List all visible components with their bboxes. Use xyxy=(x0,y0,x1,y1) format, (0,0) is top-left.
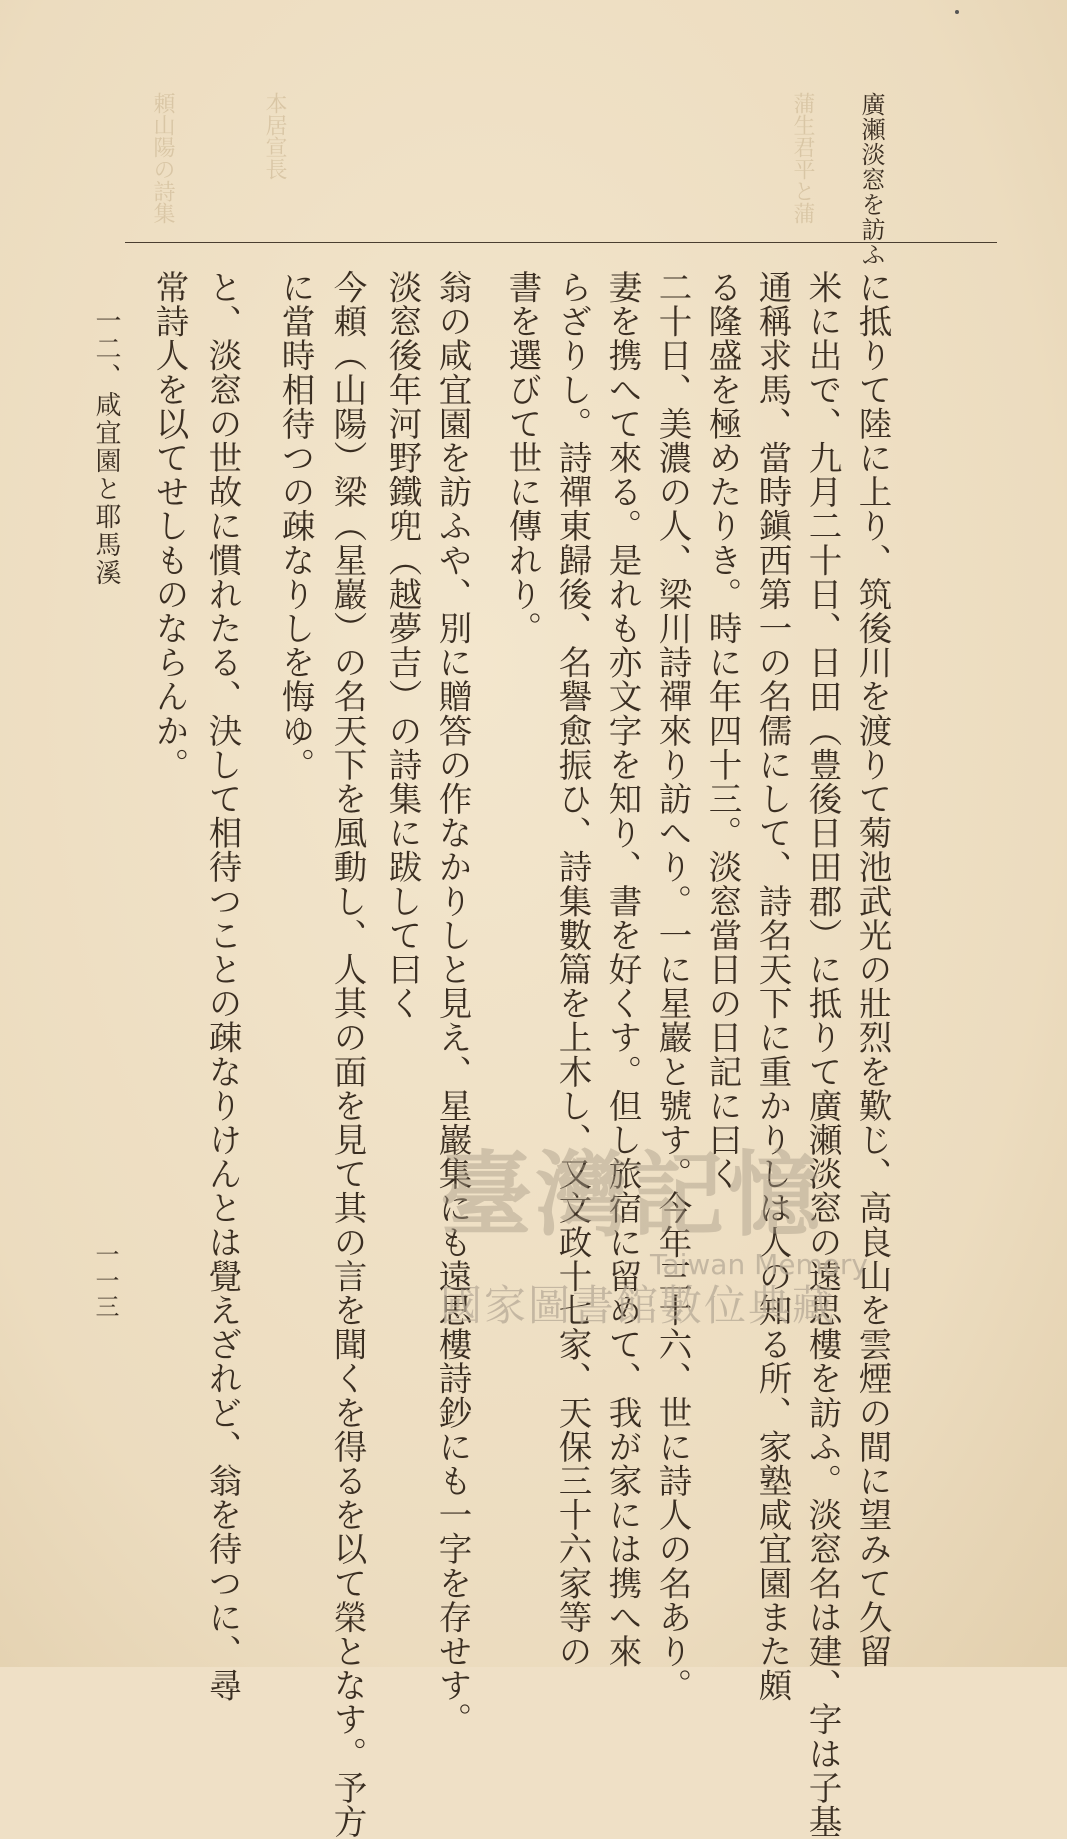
page-number: 一一三 xyxy=(91,1242,119,1320)
watermark xyxy=(440,1140,980,1332)
ghost-title-3: 頼山陽の詩集 xyxy=(150,92,175,224)
body-line-10: 淡窓後年河野鐵兜（越夢吉）の詩集に跋して曰く xyxy=(383,270,422,1021)
ink-speck xyxy=(955,10,959,14)
ghost-title-1: 蒲生君平と蒲 xyxy=(790,92,815,224)
watermark-english: Taiwan Memory xyxy=(650,1248,868,1281)
watermark-logo: 臺灣記憶 xyxy=(440,1141,825,1249)
body-line-5: 二十日、美濃の人、梁川詩禪來り訪へり。一に星巖と號す。今年三十六、世に詩人の名あり。 xyxy=(653,270,692,1703)
running-title: 廣瀬淡窓を訪ふ xyxy=(857,92,885,267)
body-line-13: と、淡窓の世故に慣れたる、決して相待つことの疎なりけんとは覺えざれど、翁を待つに、尋 xyxy=(203,270,242,1703)
body-line-2: 米に出で、九月二十日、日田（豊後日田郡）に抵りて廣瀬淡窓の遠思樓を訪ふ。淡窓名は建、字は子基 xyxy=(803,270,842,1839)
body-line-4: る隆盛を極めたりき。時に年四十三。淡窓當日の日記に曰く xyxy=(703,270,742,1191)
body-line-9: 翁の咸宜園を訪ふや、別に贈答の作なかりしと見え、星巖集にも遠思樓詩鈔にも一字を存せす。 xyxy=(433,270,472,1737)
body-line-1: に抵りて陸に上り、筑後川を渡りて菊池武光の壯烈を歎じ、高良山を雲煙の間に望みて久留 xyxy=(853,270,892,1669)
body-line-6: 妻を携へて來る。是れも亦文字を知り、書を好くす。但し旅宿に留めて、我が家には携へ來 xyxy=(603,270,642,1669)
body-line-8: 書を選びて世に傳れり。 xyxy=(503,270,542,646)
body-line-7: らざりし。詩禪東歸後、名譽愈振ひ、詩集數篇を上木し、又文政十七家、天保三十六家等の xyxy=(553,270,592,1669)
body-line-14: 常詩人を以てせしものならんか。 xyxy=(150,270,189,782)
header-rule xyxy=(125,242,997,243)
body-line-3: 通稱求馬、當時鎭西第一の名儒にして、詩名天下に重かりしは人の知る所、家塾咸宜園また頗 xyxy=(753,270,792,1703)
body-line-11: 今頼（山陽）梁（星巖）の名天下を風動し、人其の面を見て其の言を聞くを得るを以て榮となす。予方 xyxy=(328,270,367,1839)
ghost-title-2: 本居宣長 xyxy=(262,92,287,180)
section-title: 一二、咸宜園と耶馬溪 xyxy=(91,307,121,587)
body-line-12: に當時相待つの疎なりしを悔ゆ。 xyxy=(276,270,315,782)
watermark-chinese: 國家圖書館數位典藏 xyxy=(440,1281,837,1330)
